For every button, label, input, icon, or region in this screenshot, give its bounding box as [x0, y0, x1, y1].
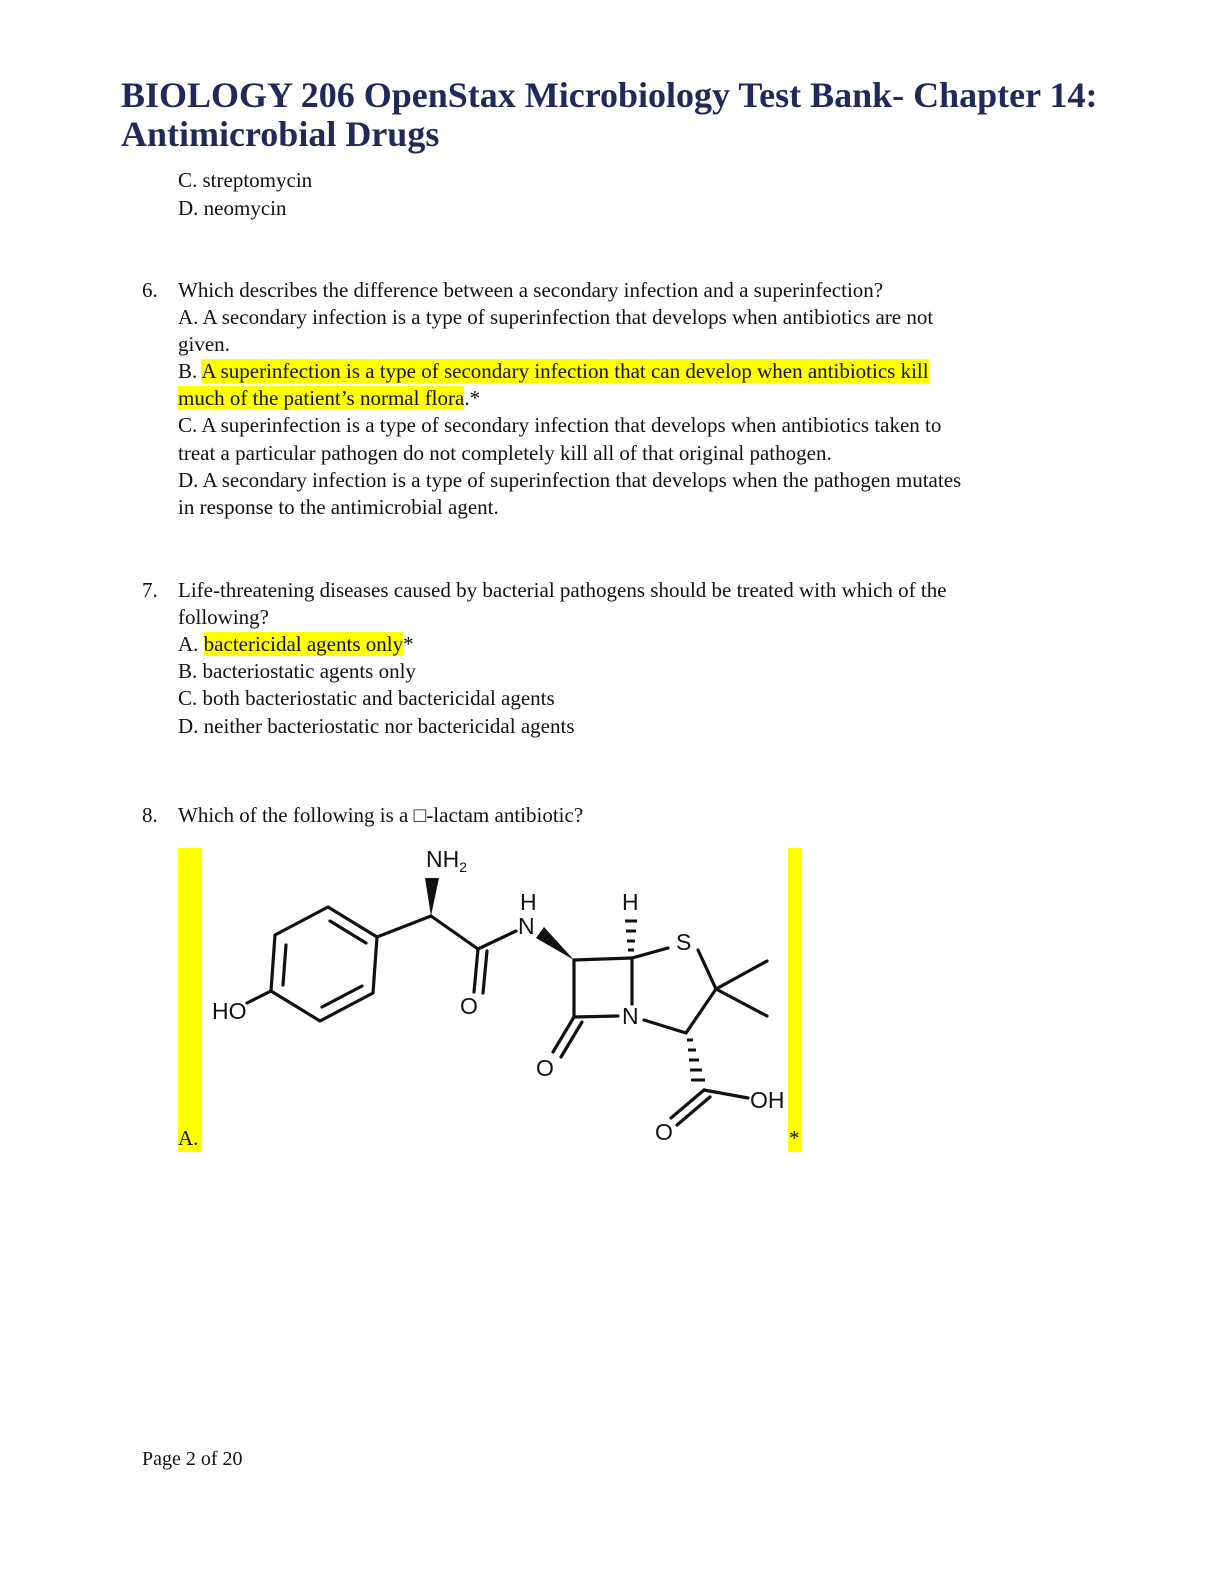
bond-acid-co-double [677, 1097, 710, 1125]
q7-stem-line1: Life-threatening diseases caused by bacterial pathogens should be treated with which of the [178, 578, 947, 602]
q8-option-a-label: A. [178, 1126, 199, 1150]
q6-option-b-prefix: B. [178, 359, 202, 383]
q6-option-d-line2: in response to the antimicrobial agent. [178, 495, 499, 519]
q7-option-d: D. neither bacteriostatic nor bactericidal agents [178, 714, 575, 738]
bond-acid-co [671, 1090, 704, 1118]
q6-answer-highlight-2: much of the patient’s normal flora [178, 386, 465, 410]
thiazolidine-bond [644, 1020, 686, 1033]
q7-stem-line2: following? [178, 605, 269, 629]
atom-o-acid: O [655, 1119, 673, 1145]
bond-ho [247, 991, 271, 1003]
q7-answer-highlight: bactericidal agents only [203, 632, 404, 656]
q6-option-a-line2: given. [178, 332, 230, 356]
benzene-double-bond [283, 945, 286, 985]
benzene-double-bond [322, 986, 362, 1007]
bond-ring-ca [377, 916, 431, 937]
atom-nh-h: H [520, 889, 537, 915]
methyl-bond [716, 961, 767, 989]
q8-answer-highlight-right [788, 848, 802, 1152]
atom-ho: HO [212, 998, 247, 1024]
bond-amide-co-double [483, 951, 487, 993]
q6-option-c-line1: C. A superinfection is a type of secondary infection that develops when antibiotics taken to [178, 413, 942, 437]
bond-co-nh [478, 931, 516, 949]
q7-option-a [178, 631, 414, 658]
prev-option-d: D. neomycin [178, 196, 287, 220]
q6-answer-marker: .* [464, 386, 481, 410]
benzene-double-bond [330, 921, 366, 943]
benzene-ring [271, 907, 377, 1021]
q8-number: 8. [142, 803, 158, 827]
atom-s: S [676, 929, 692, 955]
q6-number: 6. [142, 278, 158, 302]
q6-option-b-line1 [178, 358, 929, 385]
atom-n-ring: N [622, 1003, 639, 1029]
prev-option-c: C. streptomycin [178, 168, 313, 192]
q6-option-d-line1: D. A secondary infection is a type of superinfection that develops when the pathogen mutates [178, 468, 962, 492]
bond-lactam-co-double [561, 1022, 582, 1057]
q7-option-b: B. bacteriostatic agents only [178, 659, 416, 683]
atom-oh: OH [750, 1087, 785, 1113]
bond-amide-co [474, 949, 478, 992]
q8-stem: Which of the following is a □-lactam antibiotic? [178, 803, 584, 827]
thiazolidine-bond [698, 950, 716, 989]
q8-answer-highlight-left [178, 848, 202, 1152]
methyl-bond [716, 989, 767, 1016]
q7-answer-marker: * [403, 632, 414, 656]
q7-option-a-prefix: A. [178, 632, 204, 656]
page-title: BIOLOGY 206 OpenStax Microbiology Test Bank- Chapter 14: Antimicrobial Drugs [121, 75, 1098, 154]
bond-lactam-co [553, 1017, 574, 1052]
atom-o-amide: O [460, 993, 478, 1019]
wedge-nh2 [425, 878, 439, 916]
q6-option-c-line2: treat a particular pathogen do not completely kill all of that original pathogen. [178, 441, 832, 465]
bond-acid-oh [704, 1090, 748, 1098]
lactam-bond [574, 1016, 618, 1017]
q7-option-c: C. both bacteriostatic and bactericidal agents [178, 686, 555, 710]
lactam-bond [574, 958, 632, 960]
q6-answer-highlight-1: A superinfection is a type of secondary infection that can develop when antibiotics kill [201, 359, 929, 383]
atom-h: H [622, 889, 639, 915]
atom-nh-n: N [518, 913, 535, 939]
atom-nh2: $NH_2$ [426, 846, 468, 875]
page-number: Page 2 of 20 [142, 1448, 243, 1470]
wedge-n [536, 927, 574, 960]
thiazolidine-bond [632, 948, 668, 958]
q7-number: 7. [142, 578, 158, 602]
q6-stem: Which describes the difference between a secondary infection and a superinfection? [178, 278, 884, 302]
thiazolidine-bond [686, 989, 716, 1033]
atom-o-lactam: O [536, 1055, 554, 1081]
q6-option-b-line2 [178, 385, 480, 412]
bond-ca-co [431, 916, 478, 949]
q8-answer-marker: * [789, 1126, 800, 1150]
q6-option-a-line1: A. A secondary infection is a type of superinfection that develops when antibiotics are not [178, 305, 934, 329]
